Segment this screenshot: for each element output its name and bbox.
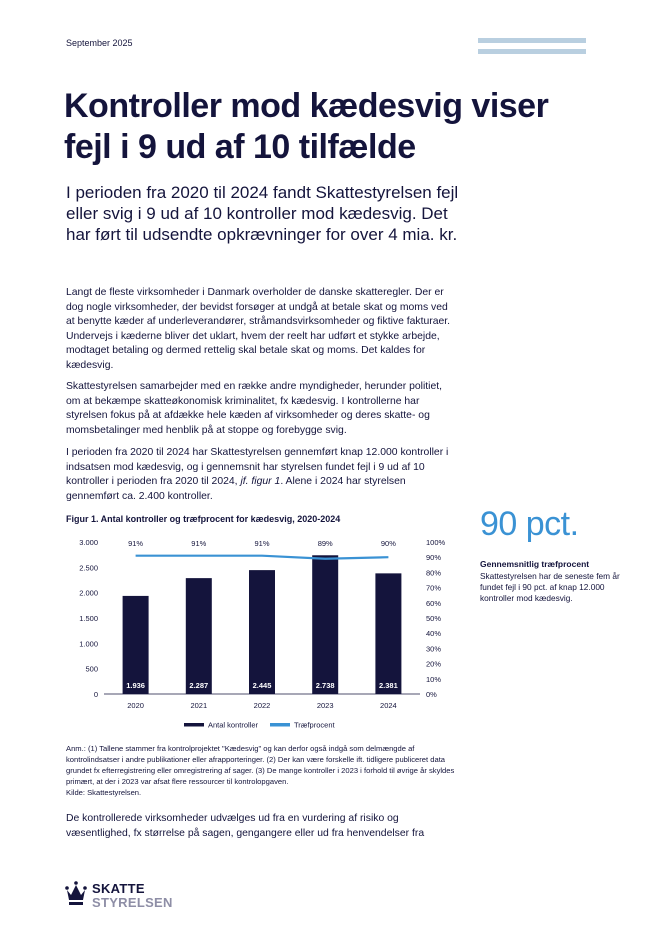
line-value-label: 89% [317, 539, 333, 548]
bar-value-label: 2.287 [189, 681, 209, 690]
x-tick-label: 2023 [316, 701, 334, 710]
y2-tick-label: 90% [426, 553, 442, 563]
y-tick-label: 3.000 [79, 538, 98, 547]
line-series [136, 556, 389, 559]
figure-source: Kilde: Skattestyrelsen. [66, 787, 142, 797]
legend-swatch-line [270, 723, 290, 727]
y2-tick-label: 50% [426, 614, 442, 623]
y2-tick-label: 0% [426, 690, 437, 699]
bar-value-label: 2.738 [315, 681, 335, 690]
y2-tick-label: 80% [426, 568, 442, 578]
bar-value-label: 2.381 [379, 681, 398, 690]
line-value-label: 90% [380, 539, 396, 548]
y-tick-label: 500 [85, 664, 98, 674]
key-figure-heading: Gennemsnitlig træfprocent [480, 559, 590, 569]
figure-note [66, 744, 456, 799]
logo-text-line2: STYRELSEN [92, 895, 173, 910]
figure-note-text: Anm.: (1) Tallene stammer fra kontrolprojektet "Kædesvig" og kan derfor også indgå som delmængde af kontrolindsatser i andre publikationer eller afrapporteringer. (2) Der kan være forskelle ift. tidligere publiceret data grundet fx efterregistrering eller omregistrering af sager. (3) De mange kontroller i 2023 i forhold til øvrige år skyldes primært, at der i 2023 var afsat flere ressourcer til kontrolopgaven. [66, 744, 455, 786]
line-value-label: 91% [128, 539, 144, 548]
key-figure-text: Skattestyrelsen har de seneste fem år fundet fejl i 90 pct. af knap 12.000 kontroller mod kædesvig. [480, 571, 620, 604]
bar [375, 573, 401, 694]
y2-tick-label: 100% [426, 538, 446, 547]
y-tick-label: 2.500 [79, 563, 98, 573]
skattestyrelsen-logo [64, 879, 173, 912]
y2-tick-label: 40% [426, 629, 442, 639]
body-paragraph: Langt de fleste virksomheder i Danmark overholder de danske skatteregler. Der er dog nogle virksomheder, der bevidst forsøger at undgå at betale skat og moms ved at benytte kæder af underleverandører, stråmandsvirksomheder og fiktive fakturaer. Undervejs i kæderne bliver det uklart, hvem der reelt har udført et stykke arbejde, modtaget betaling og dermed rettelig skal betale skat og moms. Det kaldes for kædesvig. [66, 287, 451, 371]
y2-tick-label: 70% [426, 583, 442, 593]
y2-tick-label: 10% [426, 674, 442, 684]
figure-title: Figur 1. Antal kontroller og træfprocent for kædesvig, 2020-2024 [66, 514, 341, 524]
y2-tick-label: 60% [426, 598, 442, 608]
y2-tick-label: 30% [426, 644, 442, 654]
body-paragraph: De kontrollerede virksomheder udvælges ud fra en vurdering af risiko og væsentlighed, fx størrelse på sagen, gengangere eller ud fra henvendelser fra [66, 813, 425, 839]
y-tick-label: 0 [93, 690, 98, 699]
legend-swatch-bars [184, 723, 204, 727]
legend-label: Træfprocent [294, 720, 335, 730]
body-text: . Alene i 2024 har styrelsen gennemført ca. 2.400 kontroller. [66, 476, 406, 502]
x-tick-label: 2020 [127, 701, 144, 710]
y-tick-label: 1.000 [79, 639, 98, 649]
decorative-bar [478, 49, 586, 54]
bar [186, 578, 212, 694]
x-tick-label: 2024 [380, 701, 397, 710]
crown-icon [64, 879, 88, 907]
legend-label: Antal kontroller [208, 720, 259, 730]
bar [312, 555, 338, 694]
lead-paragraph: I perioden fra 2020 til 2024 fandt Skattestyrelsen fejl eller svig i 9 ud af 10 kontroller mod kædesvig. Det har ført til udsendte opkrævninger for over 4 mia. kr. [66, 183, 459, 244]
body-text: I perioden fra 2020 til 2024 har Skattestyrelsen gennemført knap 12.000 kontroller i indsatsen mod kædesvig, og i gennemsnit har styrelsen fundet fejl i 9 ud af 10 kontroller i perioden fra 2020 til 2024, [66, 447, 449, 487]
bar [123, 596, 149, 694]
y2-tick-label: 20% [426, 659, 442, 669]
x-tick-label: 2021 [190, 701, 208, 710]
bar-value-label: 1.936 [126, 681, 145, 690]
decorative-bar [478, 38, 586, 43]
publication-date: September 2025 [66, 38, 133, 48]
y-tick-label: 1.500 [79, 614, 98, 623]
logo-text-line1: SKATTE [92, 881, 145, 896]
body-paragraph [66, 446, 456, 504]
bar-line-chart [62, 528, 462, 746]
x-tick-label: 2022 [253, 701, 271, 710]
y-tick-label: 2.000 [79, 588, 98, 598]
key-figure: 90 pct. [480, 505, 579, 543]
bar [249, 570, 275, 694]
line-value-label: 91% [254, 539, 270, 548]
body-paragraph: Skattestyrelsen samarbejder med en række andre myndigheder, herunder politiet, om at bekæmpe skatteøkonomisk kriminalitet, fx kædesvig. I kontrollerne har styrelsen fokus på at afdække hele kæden af virksomheder og deres skatte- og momsbetalinger med henblik på at stoppe og forebygge svig. [66, 381, 442, 436]
bar-value-label: 2.445 [252, 681, 272, 690]
figure-reference: jf. figur 1 [240, 476, 281, 487]
page-title: Kontroller mod kædesvig viser fejl i 9 ud af 10 tilfælde [64, 87, 549, 166]
line-value-label: 91% [191, 539, 207, 548]
